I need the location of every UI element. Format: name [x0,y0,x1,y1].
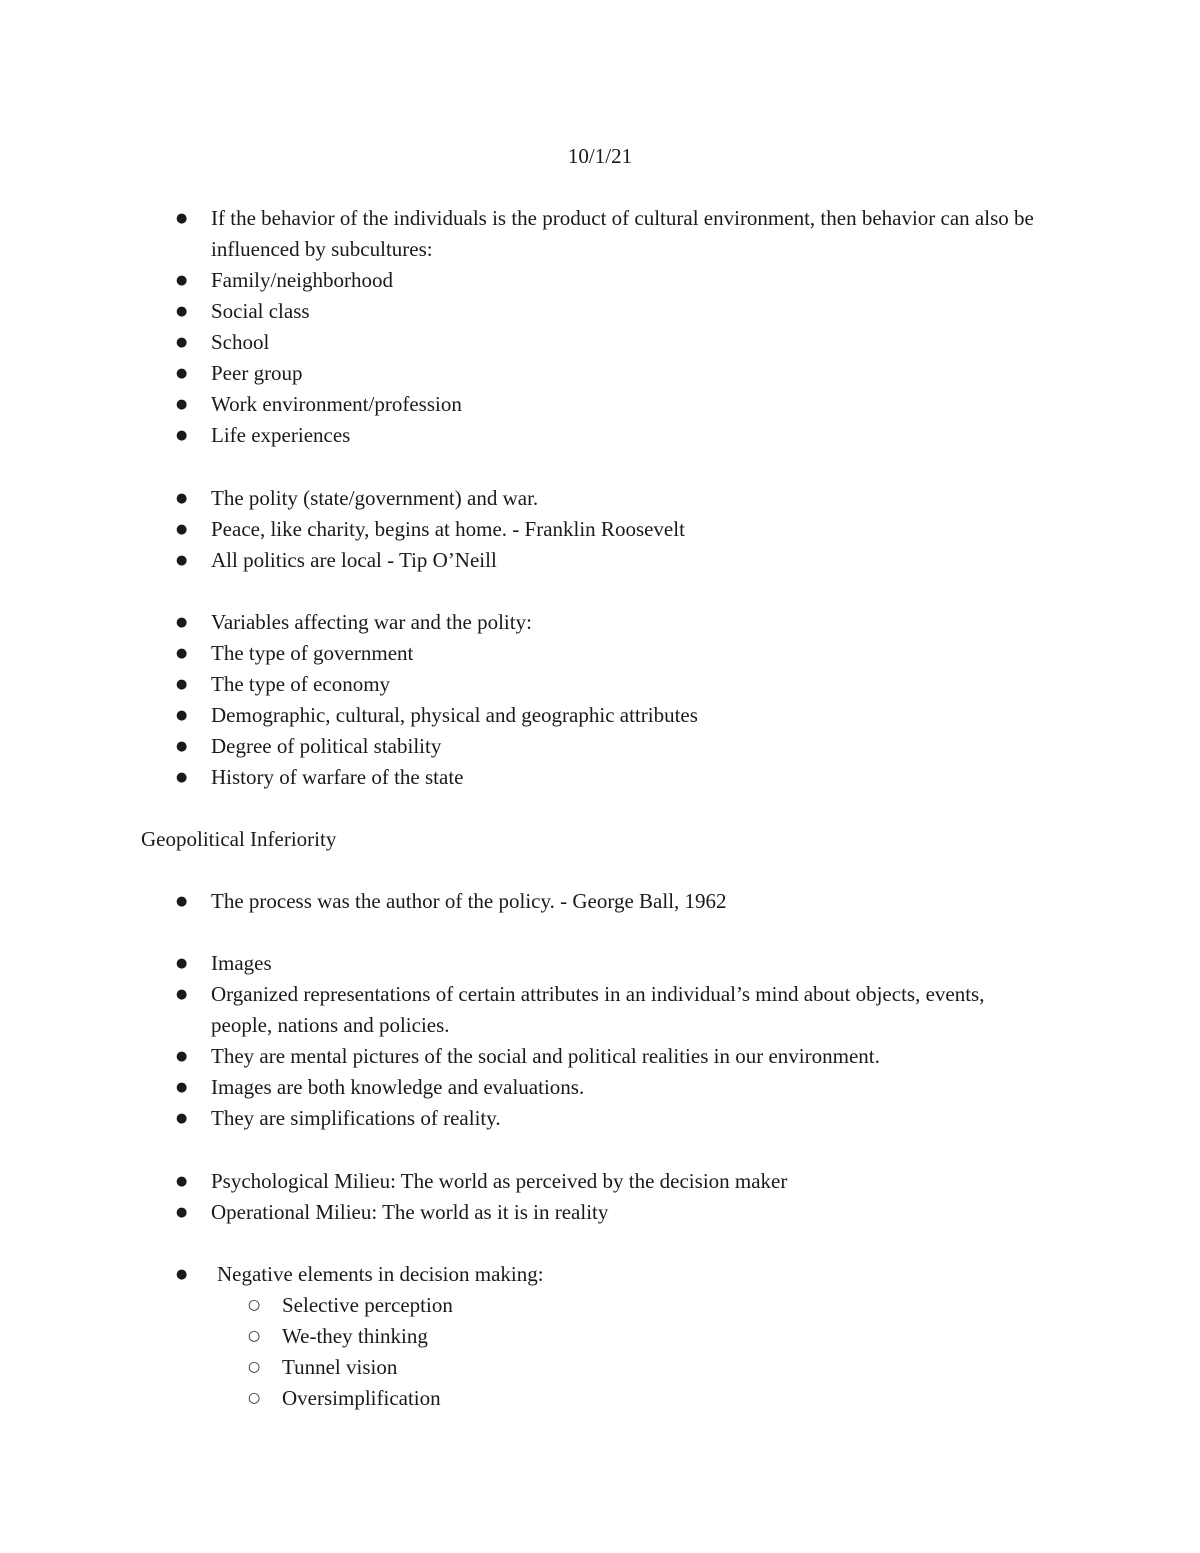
list-item: ● All politics are local - Tip O’Neill [0,545,1200,576]
list-item [0,1259,1200,1414]
sublist-item: ○ Oversimplification [0,1383,1040,1414]
sublist-item: ○ Tunnel vision [0,1352,1040,1383]
list-item: ● Peace, like charity, begins at home. - Franklin Roosevelt [0,514,1200,545]
milieu-list [0,1166,1200,1228]
process-list [0,886,1200,917]
variables-list [0,607,1200,793]
list-item: ● History of warfare of the state [0,762,1200,793]
images-list [0,948,1200,1134]
list-item: ● Family/neighborhood [0,265,1200,296]
list-item: ● Organized representations of certain attributes in an individual’s mind about objects, events, people, nations and policies. [0,979,1200,1041]
sublist-item: ○ We-they thinking [0,1321,1040,1352]
subcultures-list [0,203,1200,451]
list-item: ● Social class [0,296,1200,327]
polity-list [0,483,1200,576]
negative-elements-label: Negative elements in decision making: [217,1262,544,1286]
list-item: ● Variables affecting war and the polity: [0,607,1200,638]
list-item: ● The type of economy [0,669,1200,700]
process-list-block [0,886,1200,917]
list-item: ● The polity (state/government) and war. [0,483,1200,514]
list-item: ● They are simplifications of reality. [0,1103,1200,1134]
list-item: ● Degree of political stability [0,731,1200,762]
list-item: ● The type of government [0,638,1200,669]
list-item: ● Images [0,948,1200,979]
date-heading: 10/1/21 [567,144,633,168]
milieu-list-block [0,1166,1200,1228]
negative-elements-sublist [0,1290,1040,1414]
list-item: ● Operational Milieu: The world as it is in reality [0,1197,1200,1228]
list-item: ● Life experiences [0,420,1200,451]
subcultures-list-block [0,203,1200,451]
polity-list-block [0,483,1200,576]
list-item: ● The process was the author of the policy. - George Ball, 1962 [0,886,1200,917]
list-item: ● Demographic, cultural, physical and geographic attributes [0,700,1200,731]
list-item: ● They are mental pictures of the social and political realities in our environment. [0,1041,1200,1072]
list-item: ● If the behavior of the individuals is the product of cultural environment, then behavior can also be influenced by subcultures: [0,203,1200,265]
list-item: ● Psychological Milieu: The world as perceived by the decision maker [0,1166,1200,1197]
negative-elements-block [0,1259,1200,1414]
negative-elements-list [0,1259,1200,1414]
variables-list-block [0,607,1200,793]
list-item: ● Peer group [0,358,1200,389]
list-item: ● Images are both knowledge and evaluations. [0,1072,1200,1103]
sublist-item: ○ Selective perception [0,1290,1040,1321]
section-heading: Geopolitical Inferiority [141,827,337,851]
list-item: ● School [0,327,1200,358]
images-list-block [0,948,1200,1134]
list-item: ● Work environment/profession [0,389,1200,420]
